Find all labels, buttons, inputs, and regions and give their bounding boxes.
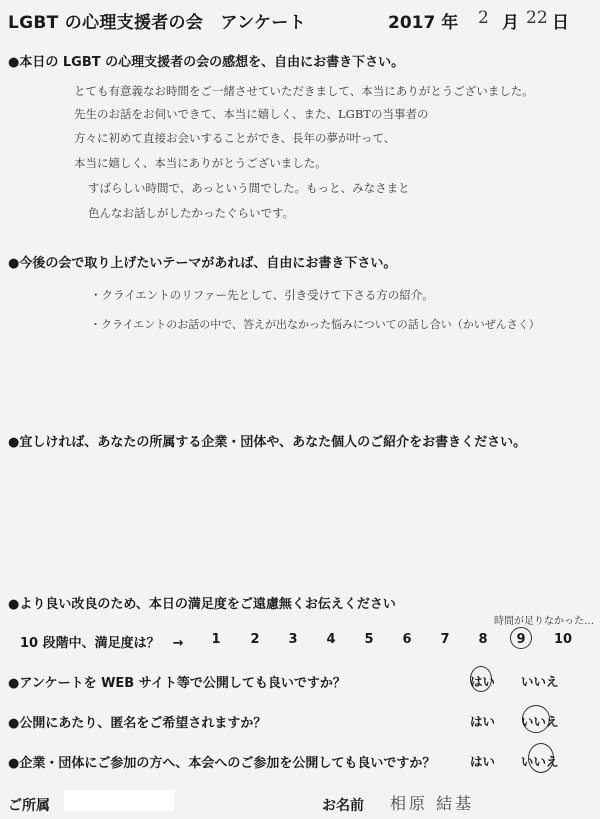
scale-option-10[interactable]: 10: [553, 632, 573, 647]
scale-option-5[interactable]: 5: [364, 632, 374, 647]
scale-option-1[interactable]: 1: [211, 632, 221, 647]
affiliation-redacted-box: [64, 790, 174, 811]
answer-themes-line: ・クライエントのリファー先として、引き受けて下さる方の紹介。: [90, 288, 434, 302]
answer-impressions-line: 本当に嬉しく、本当にありがとうございました。: [74, 156, 327, 170]
option-yes[interactable]: はい: [470, 754, 496, 769]
question-satisfaction: ●より良い改良のため、本日の満足度をご遠慮無くお伝えください: [8, 597, 396, 612]
survey-title: LGBT の心理支援者の会 アンケート: [8, 13, 306, 33]
question-affiliation-intro: ●宜しければ、あなたの所属する企業・団体や、あなた個人のご紹介をお書きください。: [8, 435, 527, 450]
scale-option-4[interactable]: 4: [326, 632, 336, 647]
name-value: 相原 結基: [390, 794, 475, 813]
option-yes[interactable]: はい: [470, 674, 496, 689]
question-anonymity: ●公開にあたり、匿名をご希望されますか？: [8, 716, 267, 731]
answer-impressions-line: 先生のお話をお伺いできて、本当に嬉しく、また、LGBTの当事者の: [74, 107, 429, 121]
handwritten-note: 時間が足りなかった…: [494, 616, 594, 627]
scale-option-3[interactable]: 3: [288, 632, 298, 647]
date-day-value: 22: [526, 8, 548, 28]
scale-option-7[interactable]: 7: [440, 632, 450, 647]
affiliation-label: ご所属: [8, 798, 50, 814]
answer-impressions-line: 色んなお話しがしたかったぐらいです。: [88, 206, 295, 220]
question-web-publish: ●アンケートを WEB サイト等で公開しても良いですか？: [8, 676, 346, 691]
question-future-themes: ●今後の会で取り上げたいテーマがあれば、自由にお書き下さい。: [8, 256, 397, 271]
question-impressions: ●本日の LGBT の心理支援者の会の感想を、自由にお書き下さい。: [8, 55, 405, 70]
satisfaction-scale-label: 10 段階中、満足度は？ →: [20, 636, 184, 651]
date-month-value: 2: [478, 8, 489, 28]
name-label: お名前: [322, 798, 364, 814]
scale-option-8[interactable]: 8: [478, 632, 488, 647]
scale-option-2[interactable]: 2: [250, 632, 260, 647]
question-org-publish: ●企業・団体にご参加の方へ、本会へのご参加を公開しても良いですか？: [8, 756, 436, 771]
answer-impressions-line: とても有意義なお時間をご一緒させていただきまして、本当にありがとうございました。: [74, 84, 534, 98]
option-no[interactable]: いいえ: [521, 714, 559, 729]
answer-impressions-line: すばらしい時間で、あっという間でした。もっと、みなさまと: [88, 181, 410, 195]
date-month-unit: 月: [502, 13, 519, 33]
option-yes[interactable]: はい: [470, 714, 496, 729]
answer-themes-line: ・クライエントのお話の中で、答えが出なかった悩みについての話し合い（かいぜんさく）: [90, 318, 540, 331]
date-day-unit: 日: [552, 13, 569, 33]
option-no[interactable]: いいえ: [521, 674, 559, 689]
scale-option-6[interactable]: 6: [402, 632, 412, 647]
option-no[interactable]: いいえ: [521, 754, 559, 769]
scale-option-9[interactable]: 9: [516, 632, 526, 647]
date-year: 2017 年: [388, 13, 459, 33]
answer-impressions-line: 方々に初めて直接お会いすることができ、長年の夢が叶って、: [74, 131, 396, 145]
